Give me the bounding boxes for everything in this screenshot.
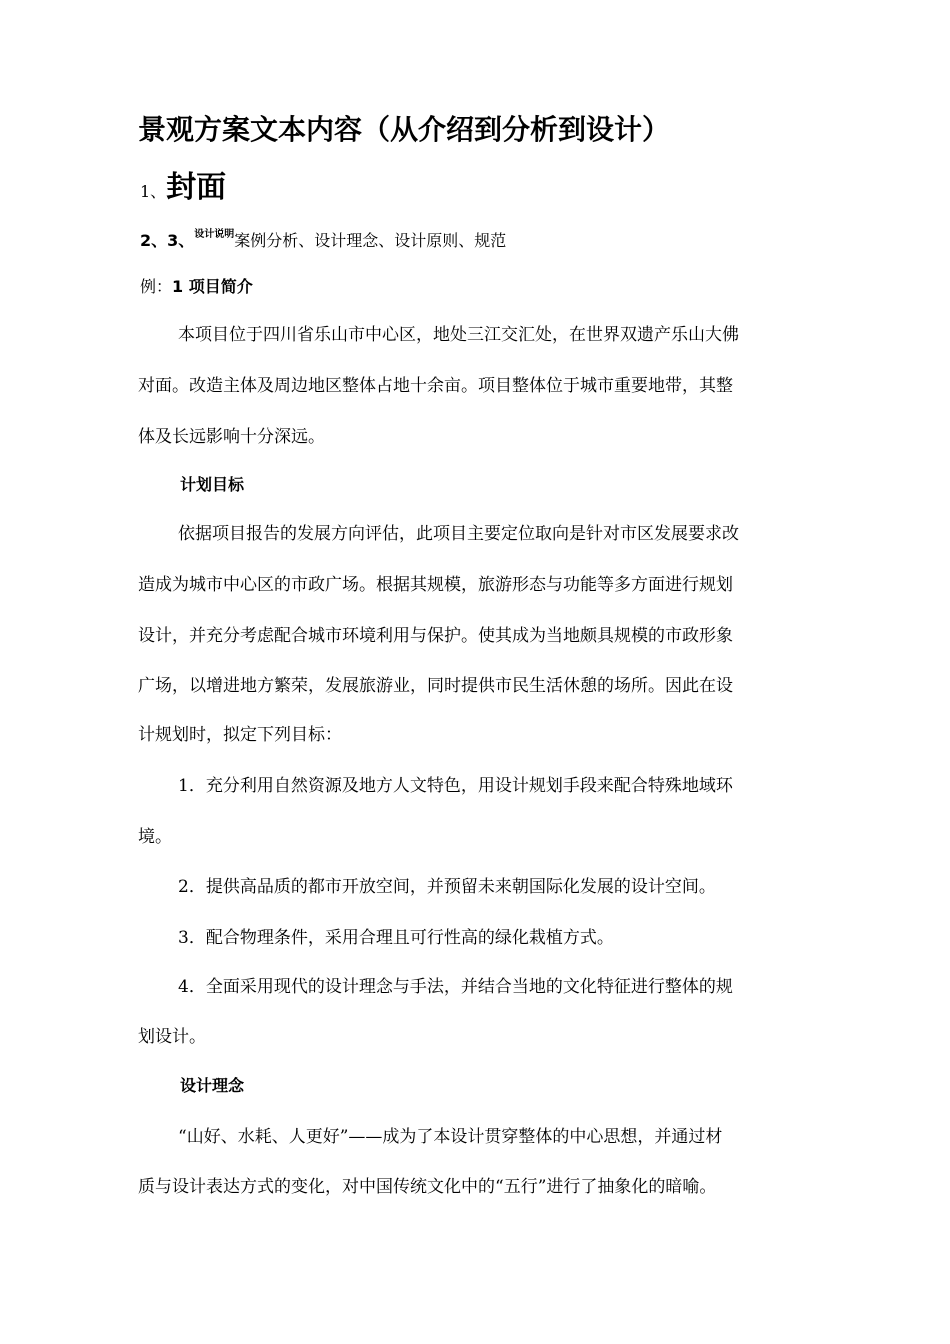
section-superscript: 设计说明 xyxy=(194,229,235,240)
section-prefix: 2、3、 xyxy=(140,231,195,250)
section-line xyxy=(140,228,506,254)
example-heading: 1 项目简介 xyxy=(172,277,253,296)
section-text: 案例分析、设计理念、设计原则、规范 xyxy=(234,231,507,250)
intro-line: 对面。改造主体及周边地区整体占地十余亩。项目整体位于城市重要地带，其整 xyxy=(138,376,733,396)
concept-line: “山好、水耗、人更好”——成为了本设计贯穿整体的中心思想，并通过材 xyxy=(178,1127,723,1147)
plan-line: 计规划时，拟定下列目标： xyxy=(138,725,342,745)
goal-line: 3．配合物理条件，采用合理且可行性高的绿化栽植方式。 xyxy=(178,928,614,948)
concept-heading: 设计理念 xyxy=(180,1076,245,1095)
concept-line: 质与设计表达方式的变化，对中国传统文化中的“五行”进行了抽象化的暗喻。 xyxy=(138,1177,717,1197)
plan-line: 广场，以增进地方繁荣，发展旅游业，同时提供市民生活休憩的场所。因此在设 xyxy=(138,676,733,696)
example-line xyxy=(140,274,253,300)
example-prefix: 例： xyxy=(140,277,173,296)
cover-line xyxy=(140,166,226,214)
plan-line: 依据项目报告的发展方向评估，此项目主要定位取向是针对市区发展要求改 xyxy=(178,524,739,544)
goal-line: 4．全面采用现代的设计理念与手法，并结合当地的文化特征进行整体的规 xyxy=(178,977,733,997)
plan-line: 造成为城市中心区的市政广场。根据其规模，旅游形态与功能等多方面进行规划 xyxy=(138,575,733,595)
document-title: 景观方案文本内容（从介绍到分析到设计） xyxy=(138,113,671,146)
goal-line: 2．提供高品质的都市开放空间，并预留未来朝国际化发展的设计空间。 xyxy=(178,877,716,897)
goal-line: 1．充分利用自然资源及地方人文特色，用设计规划手段来配合特殊地域环 xyxy=(178,776,733,796)
intro-line: 本项目位于四川省乐山市中心区，地处三江交汇处，在世界双遗产乐山大佛 xyxy=(178,325,739,345)
cover-number: 1、 xyxy=(140,182,167,201)
goal-line: 境。 xyxy=(138,827,172,847)
cover-label: 封面 xyxy=(166,170,227,205)
plan-line: 设计，并充分考虑配合城市环境利用与保护。使其成为当地颇具规模的市政形象 xyxy=(138,626,733,646)
plan-heading: 计划目标 xyxy=(180,475,245,494)
goal-line: 划设计。 xyxy=(138,1027,206,1047)
intro-line: 体及长远影响十分深远。 xyxy=(138,427,325,447)
